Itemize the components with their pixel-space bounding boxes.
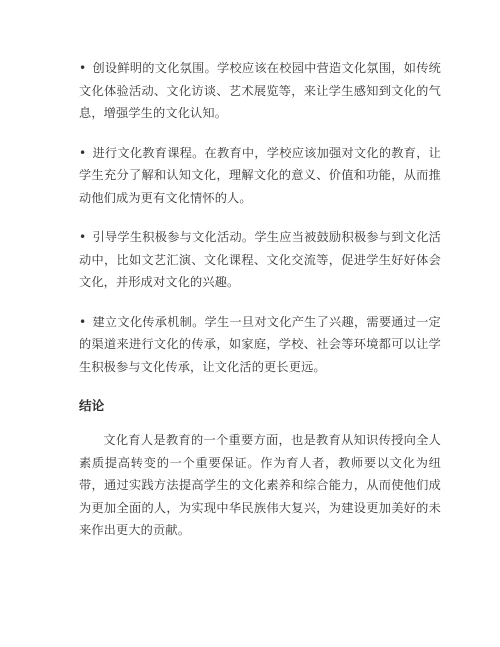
- bullet-text: 建立文化传承机制。学生一旦对文化产生了兴趣，需要通过一定的渠道来进行文化的传承，如家庭，学校、社会等环境都可以让学生积极参与文化传承，让文化活的更长更远。: [79, 314, 441, 374]
- bullet-item-activities: [79, 226, 441, 294]
- bullet-item-curriculum: [79, 142, 441, 210]
- conclusion-heading: 结论: [79, 398, 105, 413]
- bullet-marker: •: [79, 230, 87, 244]
- bullet-text: 进行文化教育课程。在教育中，学校应该加强对文化的教育，让学生充分了解和认知文化，理解文化的意义、价值和功能，从而推动他们成为更有文化情怀的人。: [79, 145, 441, 205]
- bullet-item-inheritance: [79, 311, 441, 379]
- bullet-marker: •: [79, 145, 87, 160]
- bullet-item-atmosphere: [79, 57, 441, 125]
- document-content: [79, 57, 441, 554]
- bullet-marker: •: [79, 314, 87, 329]
- conclusion-paragraph: 文化育人是教育的一个重要方面，也是教育从知识传授向全人素质提高转变的一个重要保证。作为育人者，教师要以文化为纽带，通过实践方法提高学生的文化素养和综合能力，从而使他们成为更加全面的人，为实现中华民族伟大复兴，为建设更加美好的未来作出更大的贡献。: [79, 433, 441, 538]
- bullet-text: 引导学生积极参与文化活动。学生应当被鼓励积极参与到文化活动中，比如文艺汇演、文化课程、文化交流等，促进学生好好体会文化，并形成对文化的兴趣。: [79, 230, 441, 289]
- bullet-marker: •: [79, 61, 87, 75]
- bullet-text: 创设鲜明的文化氛围。学校应该在校园中营造文化氛围，如传统文化体验活动、文化访谈、艺术展览等，来让学生感知到文化的气息，增强学生的文化认知。: [79, 61, 441, 120]
